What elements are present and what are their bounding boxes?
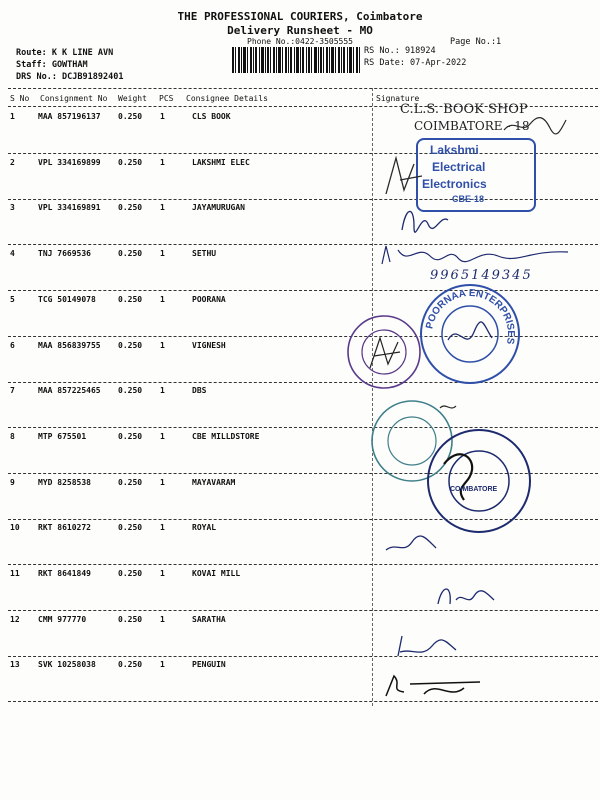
- cell-pcs: 1: [160, 203, 165, 213]
- cell-consignment: MYD 8258538: [38, 477, 91, 487]
- cell-consignee: VIGNESH: [192, 340, 226, 350]
- cell-sno: 6: [10, 340, 15, 350]
- signature-4: [378, 240, 578, 270]
- cell-pcs: 1: [160, 660, 165, 670]
- col-consignee: Consignee Details: [186, 94, 268, 103]
- cell-sno: 1: [10, 112, 15, 121]
- cell-consignee: DBS: [192, 386, 207, 396]
- cell-consignment: VPL 334169891: [38, 203, 101, 213]
- cell-weight: 0.250: [118, 614, 143, 624]
- cell-pcs: 1: [160, 386, 165, 396]
- poornaa-stamp: [418, 282, 522, 386]
- signature-10: [382, 520, 442, 560]
- cell-consignee: POORANA: [192, 294, 226, 304]
- cell-pcs: 1: [160, 569, 165, 578]
- cell-weight: 0.250: [118, 431, 143, 441]
- col-signature: Signature: [376, 94, 420, 103]
- route: Route: K K LINE AVN: [16, 48, 114, 58]
- cell-sno: 11: [10, 569, 20, 578]
- cell-sno: 3: [10, 203, 15, 213]
- cell-consignment: MAA 857196137: [38, 112, 101, 121]
- signature-13: [380, 670, 490, 704]
- cell-consignee: ROYAL: [192, 523, 217, 533]
- row-divider: [8, 701, 598, 702]
- cell-consignee: JAYAMURUGAN: [192, 203, 245, 213]
- cell-weight: 0.250: [118, 112, 143, 121]
- col-consignment: Consignment No: [40, 94, 108, 103]
- drs-number: DRS No.: DCJB91892401: [16, 72, 124, 82]
- cell-sno: 12: [10, 614, 20, 624]
- textile-stamp: [344, 312, 424, 392]
- cell-sno: 13: [10, 660, 20, 670]
- cell-consignment: CMM 977770: [38, 614, 87, 624]
- signature-1: [500, 112, 570, 138]
- cell-consignee: SARATHA: [192, 614, 226, 624]
- handwritten-phone: 9965149345: [430, 268, 533, 283]
- cell-pcs: 1: [160, 614, 165, 624]
- cell-weight: 0.250: [118, 157, 143, 167]
- cell-consignment: SVK 10258038: [38, 660, 96, 670]
- signature-3: [396, 200, 456, 240]
- cell-consignee: CBE MILLDSTORE: [192, 431, 260, 441]
- cell-consignment: VPL 334169899: [38, 157, 101, 167]
- signature-12: [392, 630, 462, 664]
- lakshmi-stamp-line3: Electronics: [422, 177, 487, 191]
- cell-pcs: 1: [160, 112, 165, 121]
- cell-weight: 0.250: [118, 569, 143, 578]
- cell-consignee: KOVAI MILL: [192, 569, 241, 578]
- phone-number: Phone No.:0422-3505555: [247, 37, 353, 46]
- cell-weight: 0.250: [118, 340, 143, 350]
- row-divider: [8, 656, 598, 657]
- lakshmi-stamp-line4: CBE-18: [452, 194, 485, 204]
- cell-weight: 0.250: [118, 294, 143, 304]
- company-title: THE PROFESSIONAL COURIERS, Coimbatore: [177, 10, 423, 23]
- row-divider: [8, 610, 598, 611]
- svg-text:POORNAA ENTERPRISES: POORNAA ENTERPRISES: [424, 287, 517, 346]
- cell-consignment: MAA 856839755: [38, 340, 101, 350]
- cell-consignment: MAA 857225465: [38, 386, 101, 396]
- cell-weight: 0.250: [118, 660, 143, 670]
- cell-pcs: 1: [160, 477, 165, 487]
- cell-pcs: 1: [160, 340, 165, 350]
- cell-sno: 2: [10, 157, 15, 167]
- cell-weight: 0.250: [118, 203, 143, 213]
- cell-consignee: MAYAVARAM: [192, 477, 236, 487]
- signature-2: [380, 150, 430, 200]
- cell-consignment: RKT 8641849: [38, 569, 91, 578]
- cell-consignment: MTP 675501: [38, 431, 87, 441]
- cell-sno: 8: [10, 431, 15, 441]
- cell-pcs: 1: [160, 294, 165, 304]
- cell-pcs: 1: [160, 249, 165, 259]
- col-pcs: PCS: [159, 94, 174, 103]
- cell-consignee: CLS BOOK: [192, 112, 231, 121]
- cell-sno: 9: [10, 477, 15, 487]
- cell-weight: 0.250: [118, 523, 143, 533]
- cell-consignee: SETHU: [192, 249, 217, 259]
- cell-consignee: PENGUIN: [192, 660, 226, 670]
- cell-sno: 10: [10, 523, 20, 533]
- cell-pcs: 1: [160, 157, 165, 167]
- row-divider: [8, 564, 598, 565]
- rs-number: RS No.: 918924: [364, 46, 436, 56]
- cell-sno: 4: [10, 249, 15, 259]
- cell-consignee: LAKSHMI ELEC: [192, 157, 250, 167]
- cell-weight: 0.250: [118, 386, 143, 396]
- staff: Staff: GOWTHAM: [16, 60, 88, 70]
- document-title: Delivery Runsheet - MO: [227, 24, 373, 37]
- cell-weight: 0.250: [118, 477, 143, 487]
- lakshmi-stamp-line1: Lakshmi: [430, 143, 479, 157]
- cell-consignment: RKT 8610272: [38, 523, 91, 533]
- cell-sno: 5: [10, 294, 15, 304]
- rs-date: RS Date: 07-Apr-2022: [364, 58, 467, 68]
- barcode: [232, 47, 360, 73]
- page-number: Page No.:1: [450, 37, 502, 47]
- coimbatore-stamp-text: COIMBATORE: [450, 486, 498, 493]
- cell-weight: 0.250: [118, 249, 143, 259]
- cell-consignment: TNJ 7669536: [38, 249, 91, 259]
- cls-stamp-line1: C.L.S. BOOK SHOP: [400, 102, 528, 117]
- cls-stamp-line2: COIMBATORE - 18: [414, 119, 530, 133]
- col-sno: S No: [10, 94, 30, 103]
- cell-sno: 7: [10, 386, 15, 396]
- cell-pcs: 1: [160, 431, 165, 441]
- lakshmi-stamp-line2: Electrical: [432, 160, 486, 174]
- col-weight: Weight: [118, 94, 147, 103]
- cell-pcs: 1: [160, 523, 165, 533]
- cell-consignment: TCG 50149078: [38, 294, 96, 304]
- signature-11: [432, 578, 502, 614]
